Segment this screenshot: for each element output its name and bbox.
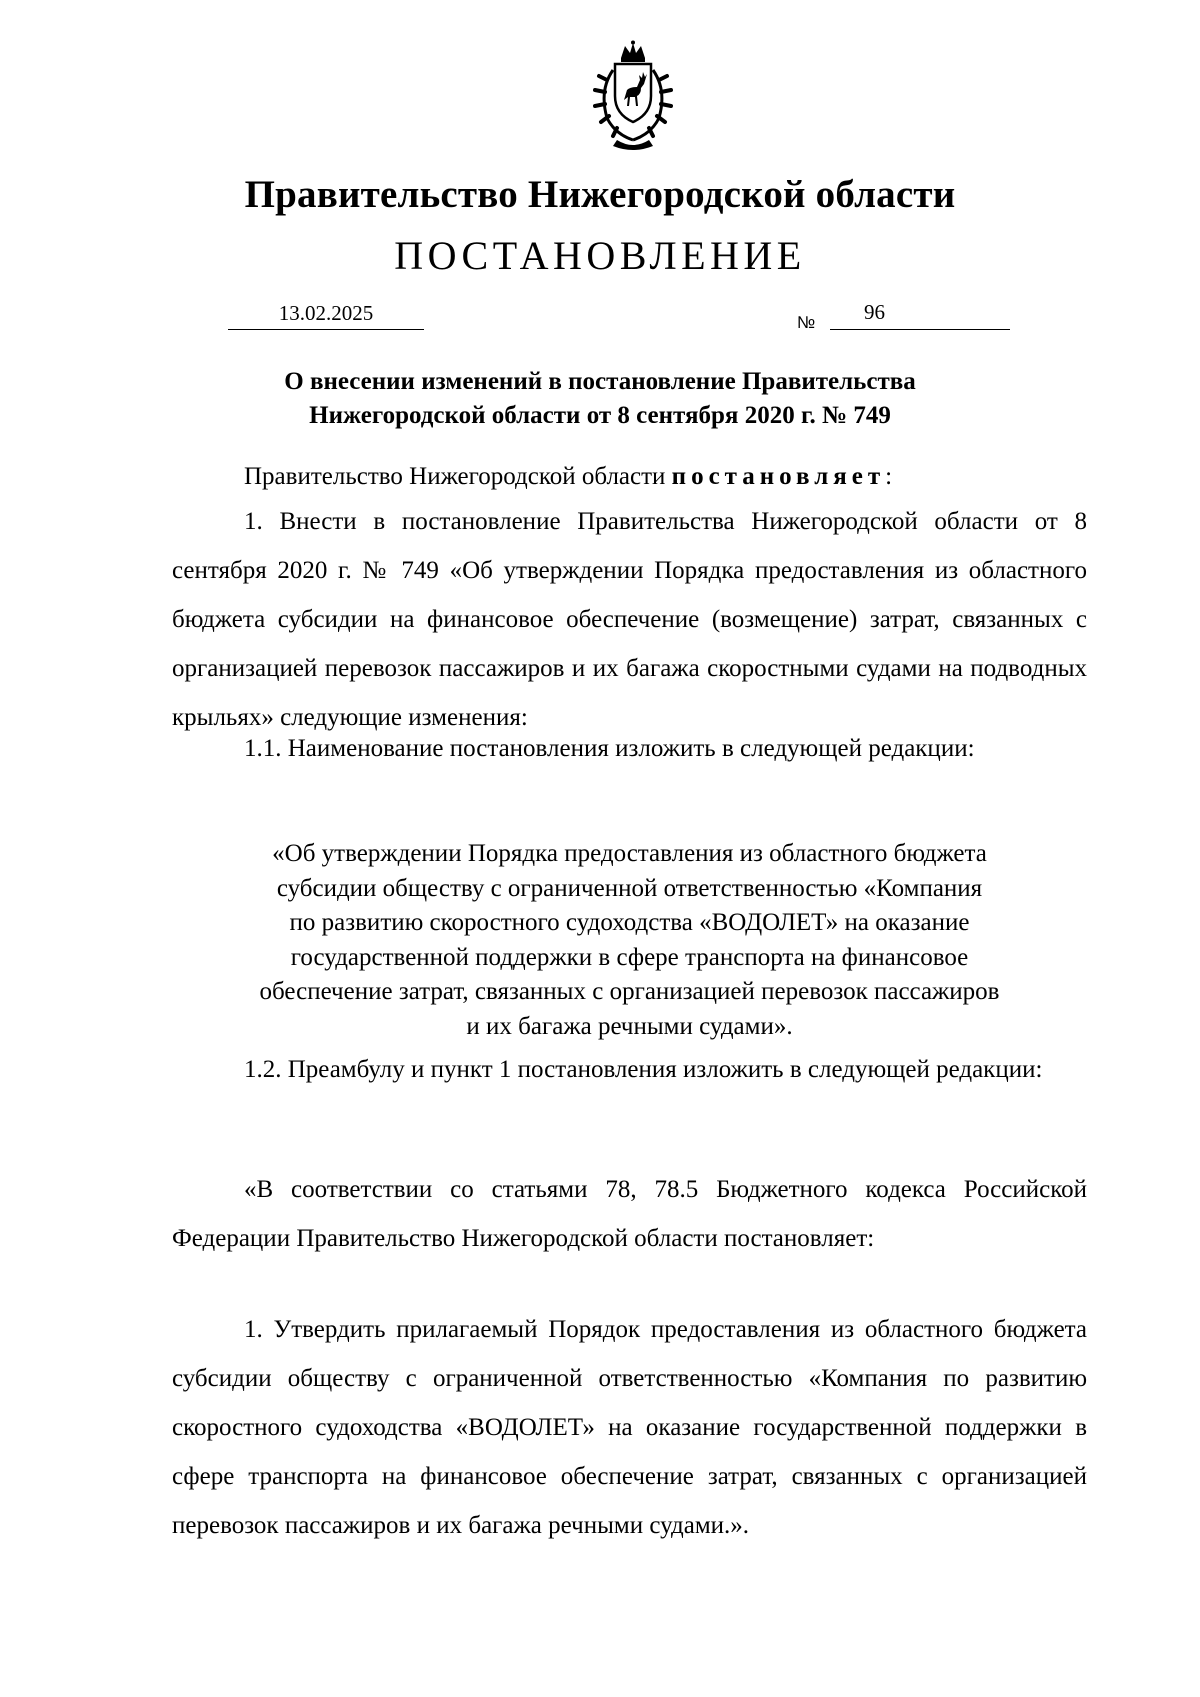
item-1-paragraph: 1. Внести в постановление Правительства Нижегородской области от 8 сентября 2020 г. № 749 «Об утверждении Порядка предоставления из областного бюджета субсидии на финансовое обеспечение (возмещение) затрат, связанных с организацией перевозок пассажиров и их багажа скоростными судами на подводных крыльях» следующие изменения:	[172, 508, 1087, 731]
quote-line: обеспечение затрат, связанных с организацией перевозок пассажиров	[259, 978, 1000, 1005]
subject-line-2: Нижегородской области от 8 сентября 2020 г. № 749	[309, 402, 891, 429]
intro-verb: постановляет	[671, 463, 886, 490]
number-label: №	[797, 313, 816, 332]
document-number-field	[830, 300, 1010, 330]
quote-line: по развитию скоростного судоходства «ВОДОЛЕТ» на оказание	[289, 909, 970, 936]
nizhny-novgorod-coat-of-arms-icon	[577, 40, 689, 152]
item-1-1-paragraph: 1.1. Наименование постановления изложить в следующей редакции:	[244, 735, 975, 762]
document-number: 96	[864, 300, 885, 324]
quote-line: субсидии обществу с ограниченной ответственностью «Компания	[276, 874, 983, 902]
quote-line: и их багажа речными судами».	[466, 1012, 793, 1040]
intro-prefix: Правительство Нижегородской области	[244, 463, 666, 490]
preamble-paragraph: «В соответствии со статьями 78, 78.5 Бюджетного кодекса Российской Федерации Правительство Нижегородской области постановляет:	[172, 1176, 1087, 1252]
item-1-2-paragraph: 1.2. Преамбулу и пункт 1 постановления изложить в следующей редакции:	[244, 1056, 1043, 1083]
document-subject	[150, 365, 1050, 433]
document-date: 13.02.2025	[228, 301, 424, 330]
quote-line: «Об утверждении Порядка предоставления из областного бюджета	[272, 840, 987, 867]
subject-line-1: О внесении изменений в постановление Правительства	[284, 368, 916, 395]
intro-suffix: :	[885, 463, 893, 490]
new-title-quote	[172, 837, 1087, 1044]
intro-paragraph	[172, 452, 1087, 501]
new-item-1-paragraph: 1. Утвердить прилагаемый Порядок предоставления из областного бюджета субсидии обществу с ограниченной ответственностью «Компания по развитию скоростного судоходства «ВОДОЛЕТ» на оказание государственной поддержки в сфере транспорта на финансовое обеспечение затрат, связанных с организацией перевозок пассажиров и их багажа речными судами.».	[172, 1316, 1087, 1539]
quote-line: государственной поддержки в сфере транспорта на финансовое	[290, 943, 969, 971]
government-title: Правительство Нижегородской области	[244, 173, 956, 216]
document-type: ПОСТАНОВЛЕНИЕ	[394, 233, 806, 278]
